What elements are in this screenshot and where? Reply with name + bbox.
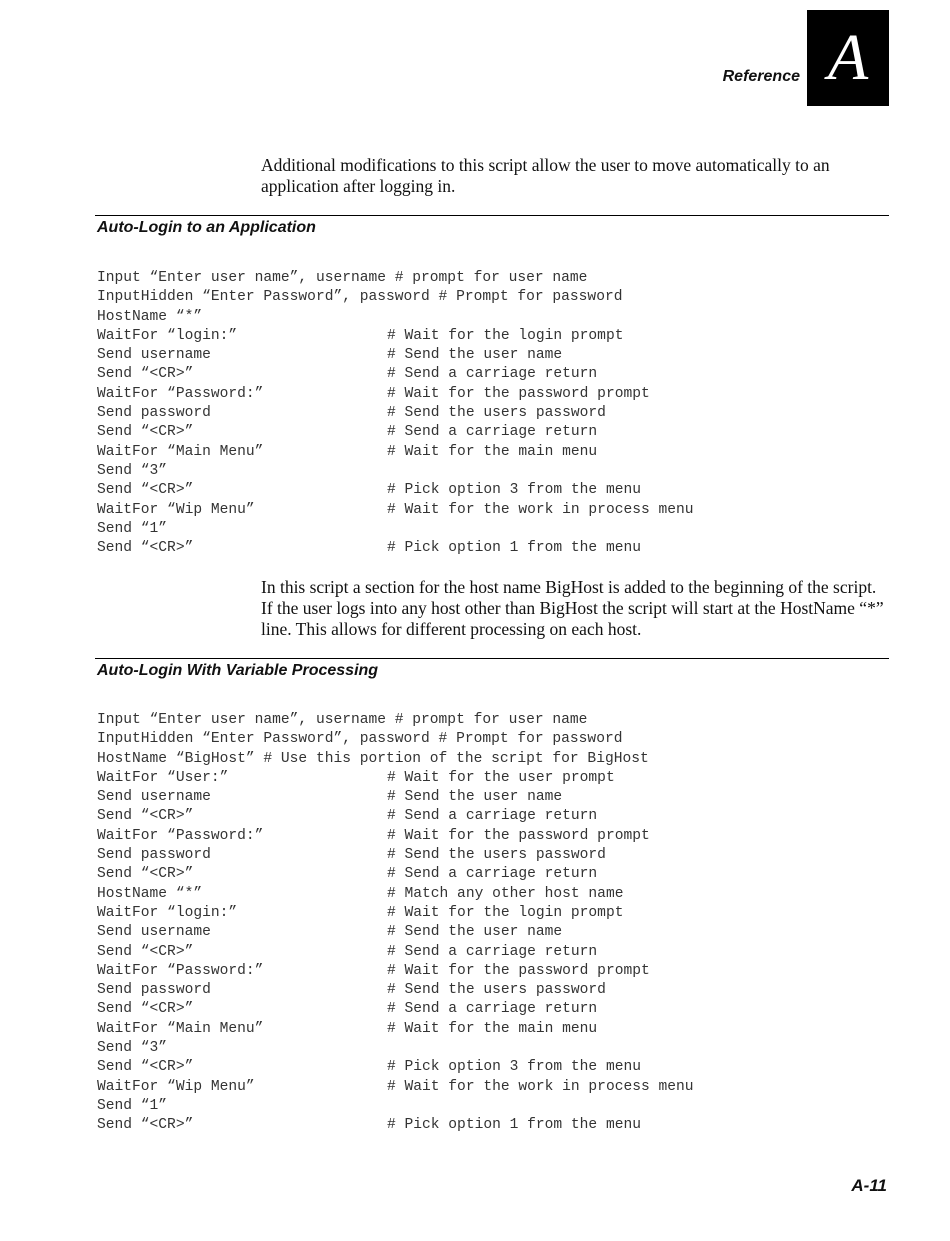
code-line [97,1078,694,1097]
code-command: WaitFor “login:” [97,327,238,344]
code-command: Send “<CR>” [97,1001,194,1018]
page-number: A-11 [851,1176,887,1195]
code-command: Input “Enter user name”, username # prompt for user name [97,712,588,728]
code-block-variable-processing [97,711,694,1136]
code-comment: # Pick option 1 from the menu [387,540,641,557]
code-line [97,539,694,558]
code-line [97,730,694,749]
code-comment: # Send a carriage return [387,866,598,883]
code-line [97,904,694,923]
code-comment: # Send the user name [387,789,563,806]
code-line [97,1000,694,1019]
code-line [97,1058,694,1077]
section-rule [95,658,889,659]
running-header: Reference [722,68,800,85]
code-line [97,365,694,384]
middle-paragraph: In this script a section for the host name BigHost is added to the beginning of the script. If the user logs into any host other than BigHost the script will start at the HostName “*” line. This allows for different processing on each host. [261,577,884,639]
code-comment: # Send a carriage return [387,424,598,441]
code-line [97,1116,694,1135]
code-line [97,846,694,865]
code-line [97,827,694,846]
code-line [97,1020,694,1039]
code-line [97,481,694,500]
code-comment: # Send the user name [387,347,563,364]
code-line [97,962,694,981]
code-command: Send username [97,789,211,806]
code-command: WaitFor “Wip Menu” [97,501,255,518]
code-line [97,423,694,442]
code-line [97,807,694,826]
code-command: Send “<CR>” [97,366,194,383]
code-command: WaitFor “User:” [97,769,229,786]
section-heading-auto-login: Auto-Login to an Application [97,219,316,236]
code-block-auto-login [97,269,694,558]
code-line [97,327,694,346]
code-command: Send “1” [97,1097,168,1114]
code-command: Send “<CR>” [97,482,194,499]
code-command: Send “<CR>” [97,866,194,883]
code-line [97,788,694,807]
code-command: WaitFor “Main Menu” [97,443,264,460]
code-command: Send “<CR>” [97,1059,194,1076]
code-command: Send “<CR>” [97,808,194,825]
code-line [97,769,694,788]
code-comment: # Send a carriage return [387,366,598,383]
code-line [97,308,694,327]
code-line [97,404,694,423]
code-line [97,1039,694,1058]
code-comment: # Pick option 1 from the menu [387,1117,641,1134]
code-comment: # Send a carriage return [387,943,598,960]
code-comment: # Pick option 3 from the menu [387,1059,641,1076]
code-comment: # Wait for the main menu [387,1020,598,1037]
section-heading-variable-processing: Auto-Login With Variable Processing [97,662,379,679]
code-command: Send “<CR>” [97,540,194,557]
code-comment: # Send the users password [387,847,606,864]
code-command: HostName “*” [97,308,203,325]
code-command: WaitFor “Password:” [97,827,264,844]
code-command: InputHidden “Enter Password”, password # Prompt for password [97,289,623,306]
code-command: HostName “BigHost” # Use this portion of the script for BigHost [97,750,649,767]
code-command: HostName “*” [97,885,203,902]
code-command: Send “<CR>” [97,424,194,441]
code-line [97,501,694,520]
code-command: Send password [97,982,211,999]
code-command: WaitFor “Wip Menu” [97,1078,255,1095]
code-command: Send password [97,847,211,864]
code-command: Send “3” [97,1040,168,1057]
code-line [97,346,694,365]
code-line [97,923,694,942]
code-comment: # Send the users password [387,982,606,999]
code-line [97,981,694,1000]
code-line [97,943,694,962]
code-line [97,885,694,904]
code-comment: # Wait for the password prompt [387,385,650,402]
code-comment: # Wait for the password prompt [387,827,650,844]
code-line [97,1097,694,1116]
appendix-tab: A [807,10,889,106]
code-comment: # Wait for the work in process menu [387,1078,694,1095]
code-line [97,865,694,884]
code-command: WaitFor “Main Menu” [97,1020,264,1037]
code-comment: # Wait for the user prompt [387,769,615,786]
code-line [97,269,694,288]
code-command: Send “1” [97,520,168,537]
code-comment: # Wait for the login prompt [387,904,624,921]
code-command: Send “<CR>” [97,1117,194,1134]
code-command: Send password [97,405,211,422]
code-line [97,750,694,769]
code-command: Send username [97,924,211,941]
code-command: WaitFor “login:” [97,904,238,921]
code-comment: # Match any other host name [387,885,624,902]
code-command: Send “3” [97,462,168,479]
section-rule [95,215,889,216]
code-comment: # Send a carriage return [387,808,598,825]
code-comment: # Send the users password [387,405,606,422]
code-line [97,462,694,481]
code-line [97,520,694,539]
code-line [97,711,694,730]
code-command: Input “Enter user name”, username # prompt for user name [97,270,588,286]
code-comment: # Wait for the password prompt [387,962,650,979]
code-command: Send “<CR>” [97,943,194,960]
code-comment: # Wait for the login prompt [387,327,624,344]
code-line [97,288,694,307]
code-line [97,385,694,404]
code-comment: # Pick option 3 from the menu [387,482,641,499]
code-comment: # Wait for the work in process menu [387,501,694,518]
intro-paragraph: Additional modifications to this script allow the user to move automatically to an application after logging in. [261,155,830,196]
code-command: WaitFor “Password:” [97,962,264,979]
code-command: WaitFor “Password:” [97,385,264,402]
code-comment: # Send a carriage return [387,1001,598,1018]
code-line [97,443,694,462]
code-command: Send username [97,347,211,364]
code-comment: # Wait for the main menu [387,443,598,460]
code-command: InputHidden “Enter Password”, password # Prompt for password [97,731,623,748]
code-comment: # Send the user name [387,924,563,941]
